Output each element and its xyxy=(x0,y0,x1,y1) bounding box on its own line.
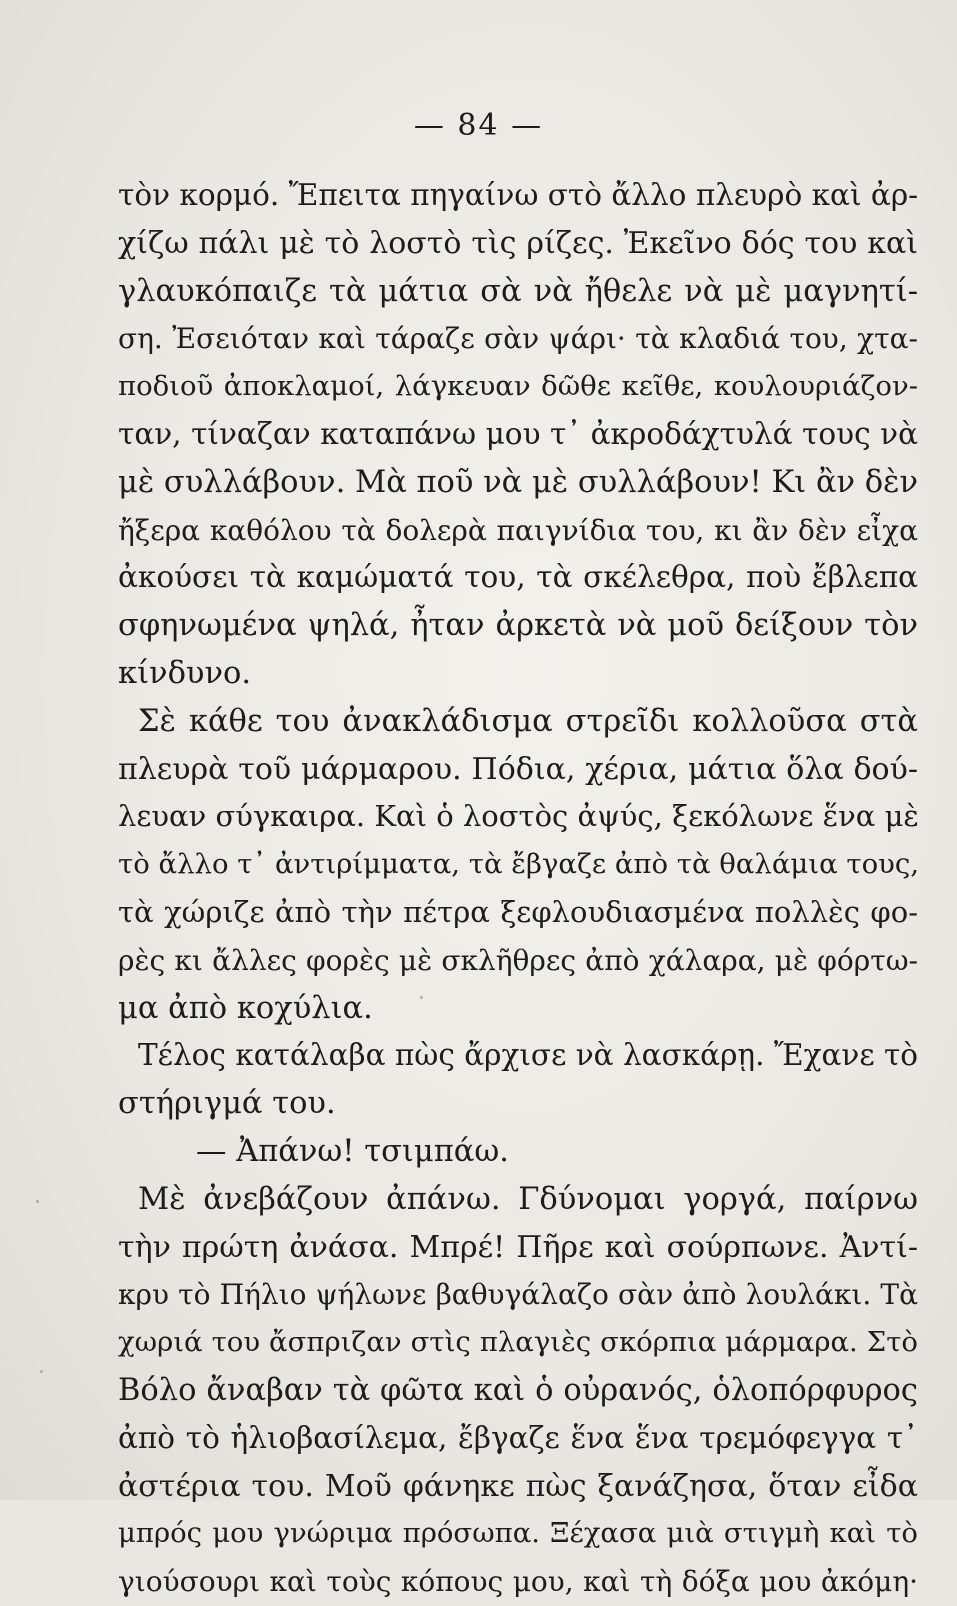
text-line: Βόλο ἄναβαν τὰ φῶτα καὶ ὁ οὐρανός, ὁλοπόρφυρος xyxy=(118,1372,918,1408)
text-line: μα ἀπὸ κοχύλια. xyxy=(118,990,373,1026)
text-line: ἀκούσει τὰ καμώματά του, τὰ σκέλεθρα, ποὺ ἔβλεπα xyxy=(118,560,918,595)
text-line: τὰ χώριζε ἀπὸ τὴν πέτρα ξεφλουδιασμένα πολλὲς φο- xyxy=(118,894,918,929)
text-line: Μὲ ἀνεβάζουν ἀπάνω. Γδύνομαι γοργά, παίρνω xyxy=(138,1181,918,1217)
text-line: Τέλος κατάλαβα πὼς ἄρχισε νὰ λασκάρῃ. Ἔχανε τὸ xyxy=(138,1038,919,1073)
text-line: ταν, τίναζαν καταπάνω μου τ᾽ ἀκροδάχτυλά τους νὰ xyxy=(118,416,918,451)
text-line: ση. Ἐσειόταν καὶ τάραζε σὰν ψάρι· τὰ κλαδιά του, χτα- xyxy=(118,322,918,356)
text-line: μπρός μου γνώριμα πρόσωπα. Ξέχασα μιὰ στιγμὴ καὶ τὸ xyxy=(118,1517,918,1550)
page-number: — 84 — xyxy=(413,108,544,143)
text-line: λευαν σύγκαιρα. Καὶ ὁ λοστὸς ἀψύς, ξεκόλωνε ἕνα μὲ xyxy=(118,799,919,834)
text-line: γιούσουρι καὶ τοὺς κόπους μου, καὶ τὴ δόξα μου ἀκόμη· xyxy=(118,1565,918,1599)
text-line: ἀστέρια του. Μοῦ φάνηκε πὼς ξανάζησα, ὅταν εἶδα xyxy=(118,1468,918,1504)
text-line: χίζω πάλι μὲ τὸ λοστὸ τὶς ρίζες. Ἐκεῖνο δός του καὶ xyxy=(118,225,918,261)
text-line: ἀπὸ τὸ ἡλιοβασίλεμα, ἔβγαζε ἕνα ἕνα τρεμόφεγγα τ᾽ xyxy=(118,1420,918,1455)
text-line: τὴν πρώτη ἀνάσα. Μπρέ! Πῆρε καὶ σούρπωνε. Ἀντί- xyxy=(118,1229,918,1265)
text-line: ρὲς κι ἄλλες φορὲς μὲ σκλῆθρες ἀπὸ χάλαρα, μὲ φόρτω- xyxy=(118,943,918,977)
text-line: πλευρὰ τοῦ μάρμαρου. Πόδια, χέρια, μάτια ὅλα δού- xyxy=(118,751,918,787)
print-speck xyxy=(40,1370,43,1373)
text-line: γλαυκόπαιζε τὰ μάτια σὰ νὰ ἤθελε νὰ μὲ μαγνητί- xyxy=(118,273,918,309)
text-line: μὲ συλλάβουν. Μὰ ποῦ νὰ μὲ συλλάβουν! Κι ἂν δὲν xyxy=(118,464,919,500)
print-speck xyxy=(36,1200,39,1203)
text-line: Σὲ κάθε του ἀνακλάδισμα στρεῖδι κολλοῦσα στὰ xyxy=(138,703,918,739)
text-line: σφηνωμένα ψηλά, ἦταν ἀρκετὰ νὰ μοῦ δείξουν τὸν xyxy=(118,608,918,644)
print-speck xyxy=(420,996,423,999)
text-line: τὸ ἄλλο τ᾽ ἀντιρίμματα, τὰ ἔβγαζε ἀπὸ τὰ θαλάμια τους, xyxy=(118,848,920,881)
text-line: στήριγμά του. xyxy=(118,1086,336,1122)
text-line: ποδιοῦ ἀποκλαμοί, λάγκευαν δῶθε κεῖθε, κουλουριάζον- xyxy=(118,370,918,403)
body-text xyxy=(118,172,918,1606)
text-line: ἤξερα καθόλου τὰ δολερὰ παιγνίδια του, κι ἂν δὲν εἶχα xyxy=(118,513,918,547)
text-line: χωριά του ἄσπριζαν στὶς πλαγιὲς σκόρπια μάρμαρα. Στὸ xyxy=(118,1326,918,1359)
text-line: — Ἀπάνω! τσιμπάω. xyxy=(196,1133,509,1169)
text-line: κρυ τὸ Πήλιο ψήλωνε βαθυγάλαζο σὰν ἀπὸ λουλάκι. Τὰ xyxy=(118,1278,918,1312)
text-line: τὸν κορμό. Ἔπειτα πηγαίνω στὸ ἄλλο πλευρὸ καὶ ἀρ- xyxy=(118,178,919,212)
text-line: κίνδυνο. xyxy=(118,655,252,691)
